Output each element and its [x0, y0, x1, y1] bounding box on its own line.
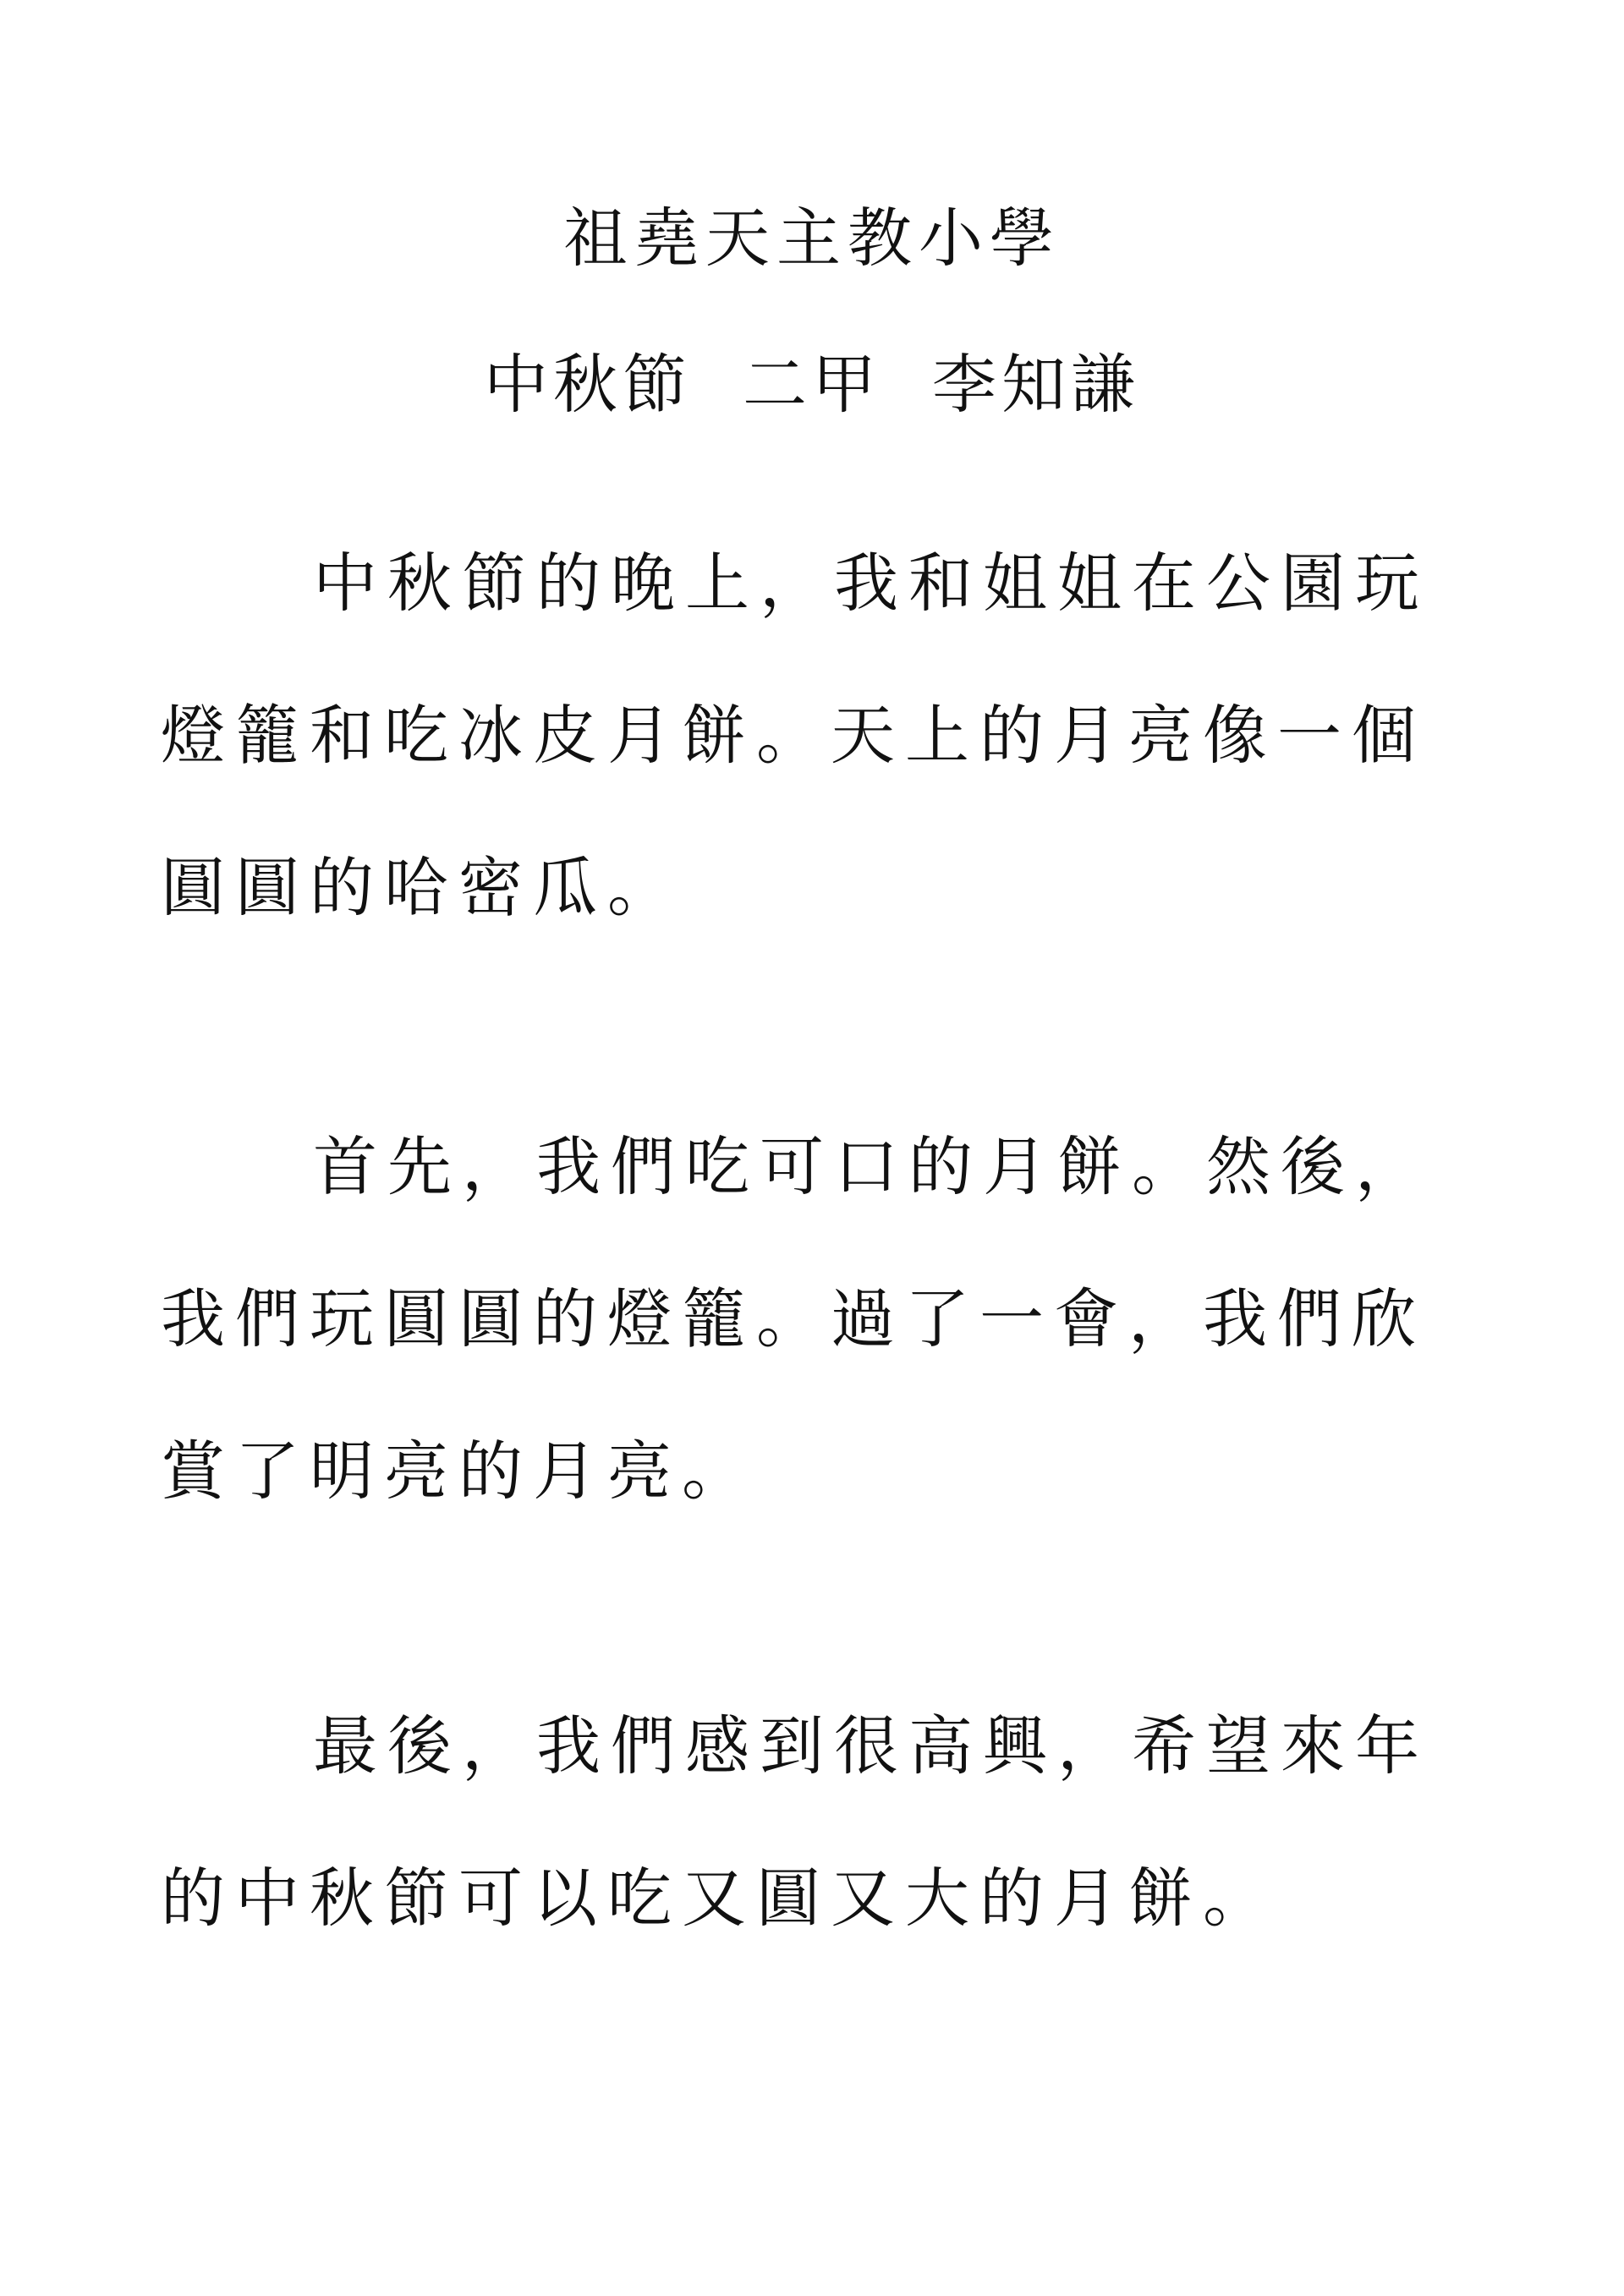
school-name: 祖堯天主教小學 — [563, 200, 1061, 276]
paragraph-1: 中秋節的晚上，我和姐姐在公園玩燈籠和吃冰皮月餅。天上的月亮像一個圓圓的哈密瓜。 — [161, 545, 1429, 925]
essay-title: 中秋節 — [484, 347, 692, 422]
paragraph-2: 首先，我們吃可口的月餅。然後，我們玩圓圓的燈籠。過了一會，我們欣賞了明亮的月亮。 — [161, 1129, 1429, 1509]
essay-heading — [0, 342, 1624, 427]
class-name: 二甲 — [743, 347, 881, 422]
author-name: 李知謙 — [932, 347, 1140, 422]
paragraph-3: 最後，我們感到很高興，希望來年的中秋節可以吃又圓又大的月餅。 — [161, 1708, 1429, 1936]
